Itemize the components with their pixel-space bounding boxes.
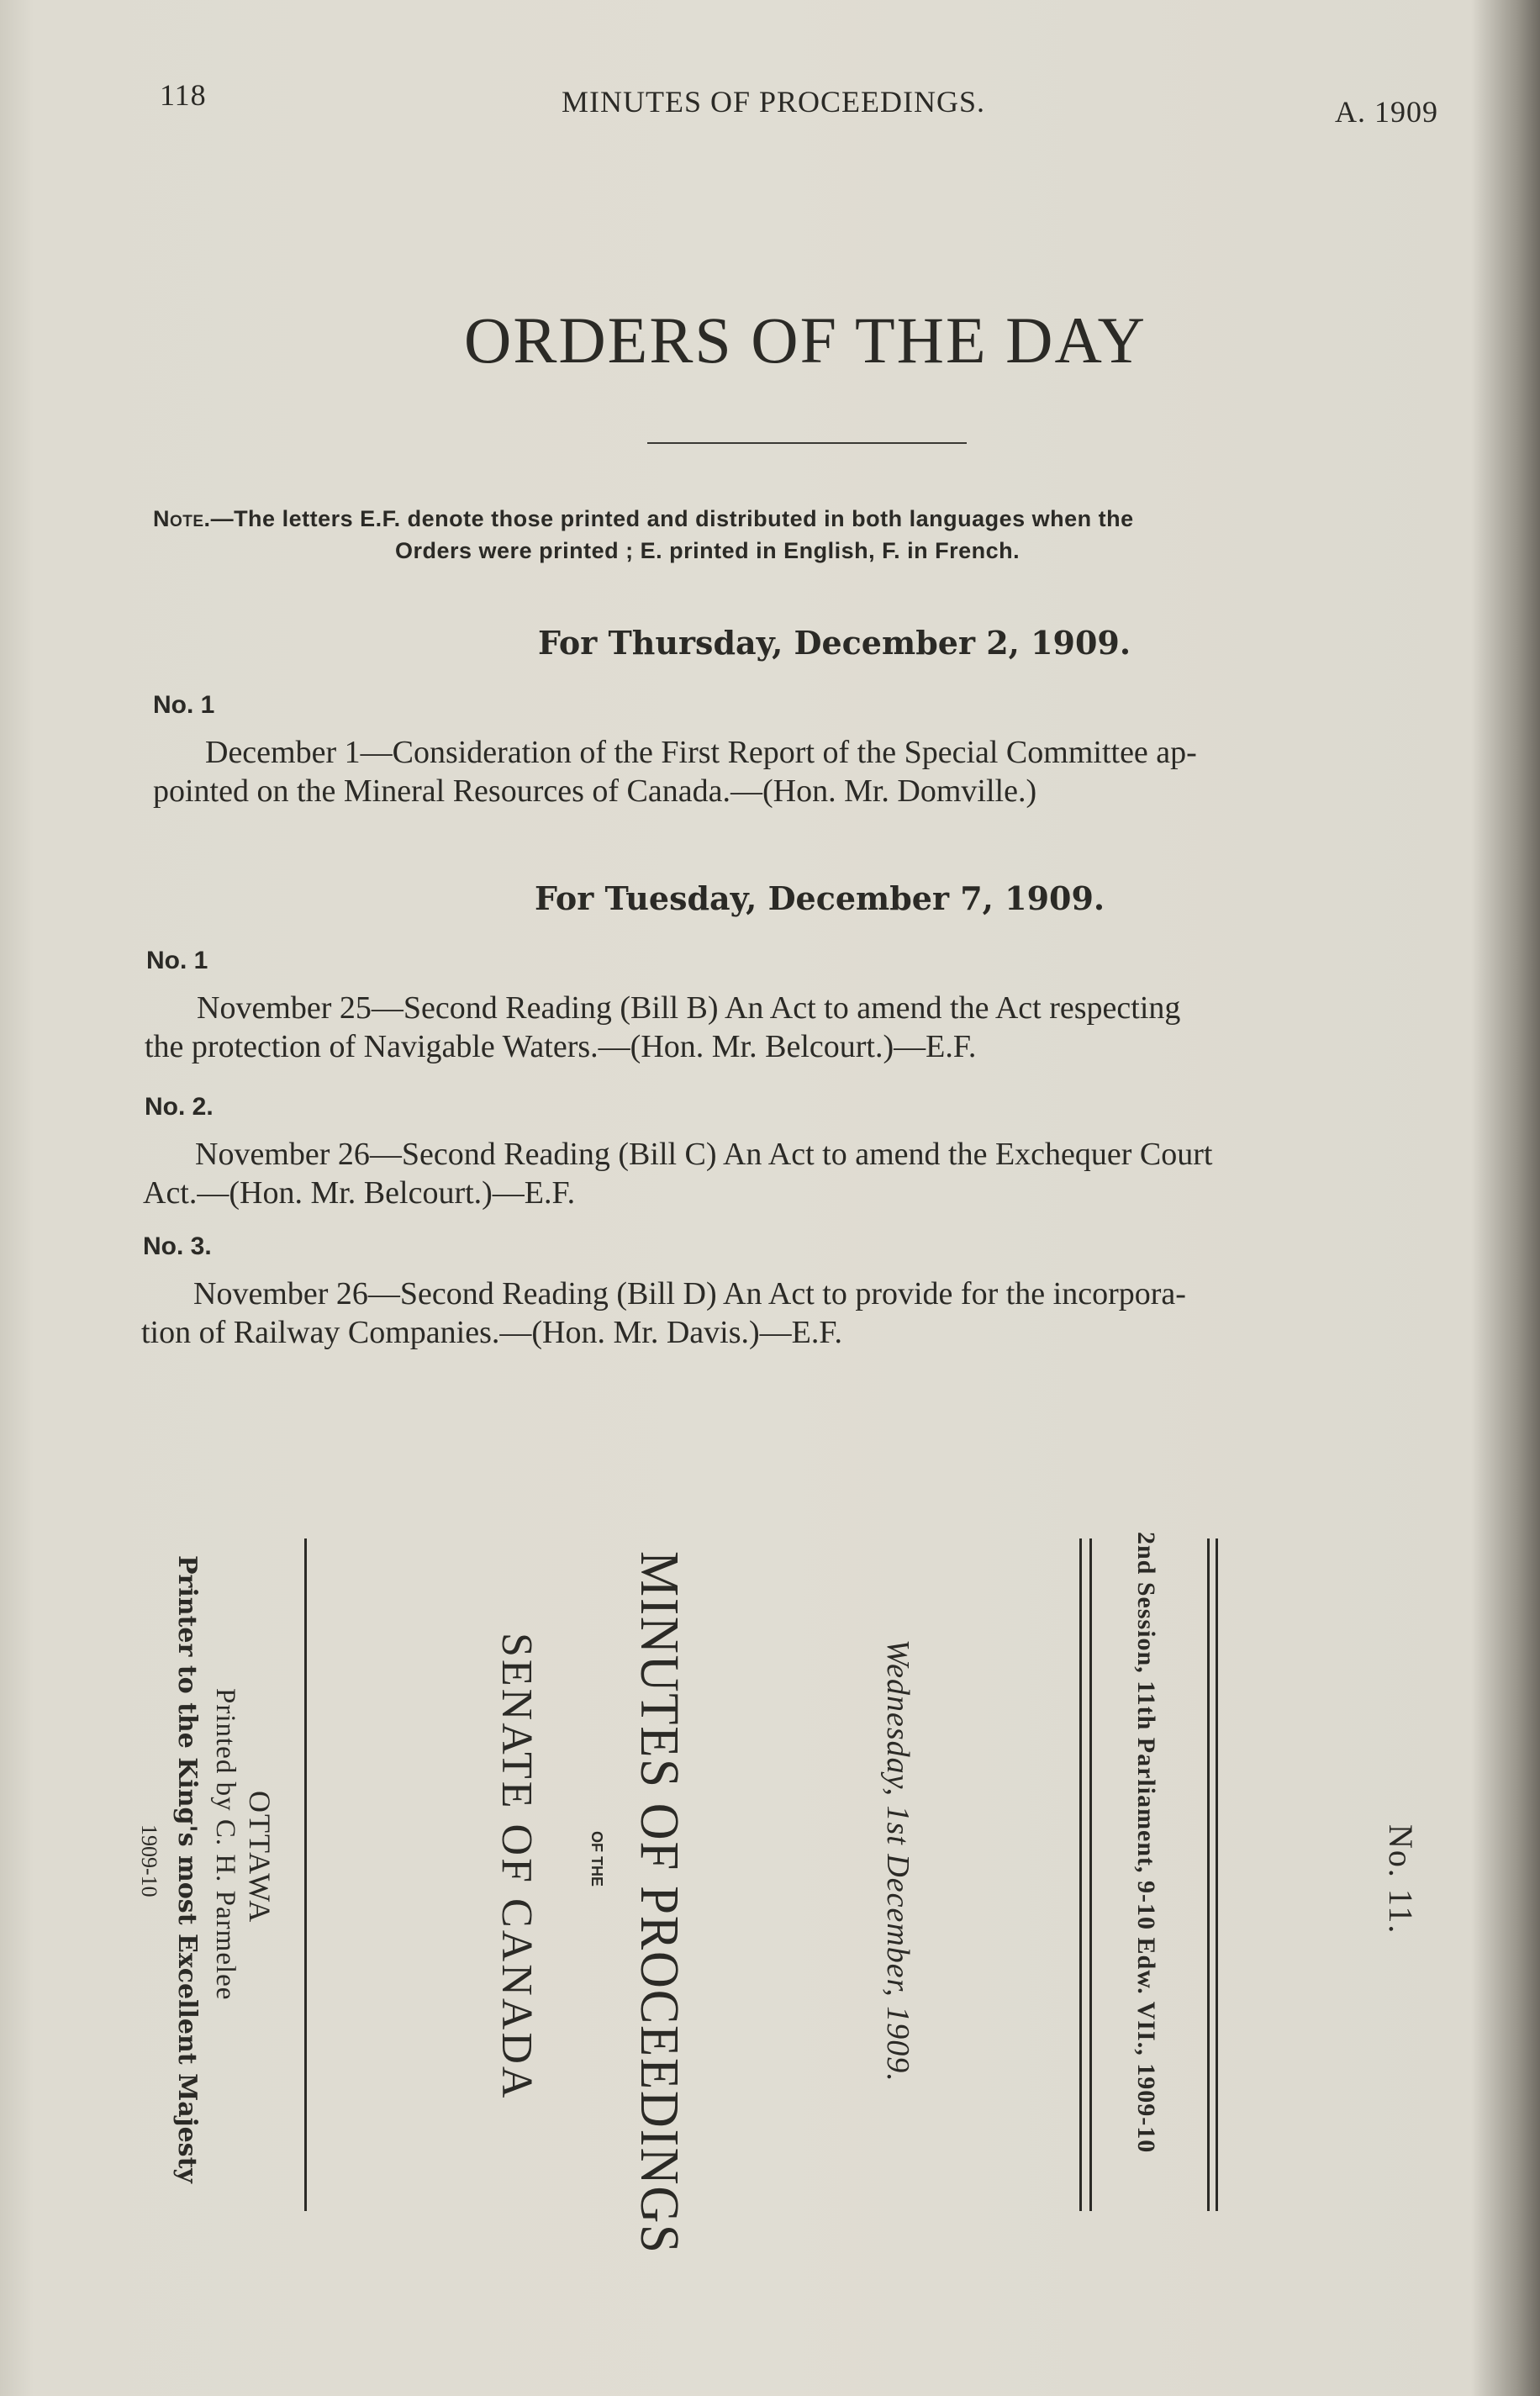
note-label: Note.	[153, 506, 211, 531]
title-rule	[647, 442, 967, 444]
order-text-line-2: the protection of Navigable Waters.—(Hon. Mr. Belcourt.)—E.F.	[145, 1029, 977, 1064]
order-item	[143, 1135, 1454, 1212]
item-number: No. 2.	[145, 1093, 214, 1121]
order-text-line-1: November 26—Second Reading (Bill D) An Act to provide for the incorpora-	[193, 1276, 1186, 1311]
order-text-line-2: tion of Railway Companies.—(Hon. Mr. Davis.)—E.F.	[141, 1315, 842, 1350]
item-number: No. 3.	[143, 1232, 212, 1260]
cover-years: 1909-10	[137, 1824, 161, 1897]
year-label: A. 1909	[1335, 95, 1438, 129]
cover-rule	[304, 1538, 307, 2211]
order-text-line-1: November 25—Second Reading (Bill B) An Act to amend the Act respecting	[197, 990, 1181, 1026]
section-heading: For Tuesday, December 7, 1909.	[535, 879, 1105, 917]
cover-date: Wednesday, 1st December, 1909.	[880, 1639, 915, 2082]
cover-rule	[1207, 1538, 1210, 2211]
cover-printer-to: Printer to the King's most Excellent Majesty	[172, 1555, 202, 2183]
order-item	[145, 989, 1456, 1066]
page-number: 118	[160, 78, 207, 112]
order-item	[141, 1275, 1453, 1352]
order-text-line-2: pointed on the Mineral Resources of Canada.—(Hon. Mr. Domville.)	[153, 773, 1037, 809]
cover-title-main: MINUTES OF PROCEEDINGS	[629, 1551, 690, 2255]
cover-rule	[1216, 1538, 1218, 2211]
cover-of-the: OF THE	[588, 1831, 605, 1887]
order-text-line-1: November 26—Second Reading (Bill C) An Act to amend the Exchequer Court	[195, 1137, 1213, 1172]
cover-printed-by: Printed by C. H. Parmelee	[210, 1688, 240, 2001]
cover-rule	[1079, 1538, 1082, 2211]
item-number: No. 1	[146, 947, 208, 974]
cover-session: 2nd Session, 11th Parliament, 9-10 Edw. VII., 1909-10	[1132, 1532, 1160, 2154]
section-heading: For Thursday, December 2, 1909.	[538, 624, 1131, 662]
cover-rule	[1089, 1538, 1092, 2211]
order-text-line-1: December 1—Consideration of the First Report of the Special Committee ap-	[205, 735, 1197, 770]
note-text-1: —The letters E.F. denote those printed and distributed in both languages when the	[210, 506, 1134, 531]
running-title: MINUTES OF PROCEEDINGS.	[562, 85, 986, 119]
item-number: No. 1	[153, 691, 215, 719]
note-line-1	[153, 506, 1134, 532]
order-text-line-2: Act.—(Hon. Mr. Belcourt.)—E.F.	[143, 1175, 576, 1211]
cover-number: No. 11.	[1382, 1824, 1420, 1935]
page-title: ORDERS OF THE DAY	[464, 303, 1147, 377]
order-item	[153, 733, 1464, 810]
cover-title-sub: SENATE OF CANADA	[493, 1633, 541, 2101]
cover-city: OTTAWA	[243, 1791, 277, 1924]
note-line-2: Orders were printed ; E. printed in English, F. in French.	[395, 538, 1021, 563]
